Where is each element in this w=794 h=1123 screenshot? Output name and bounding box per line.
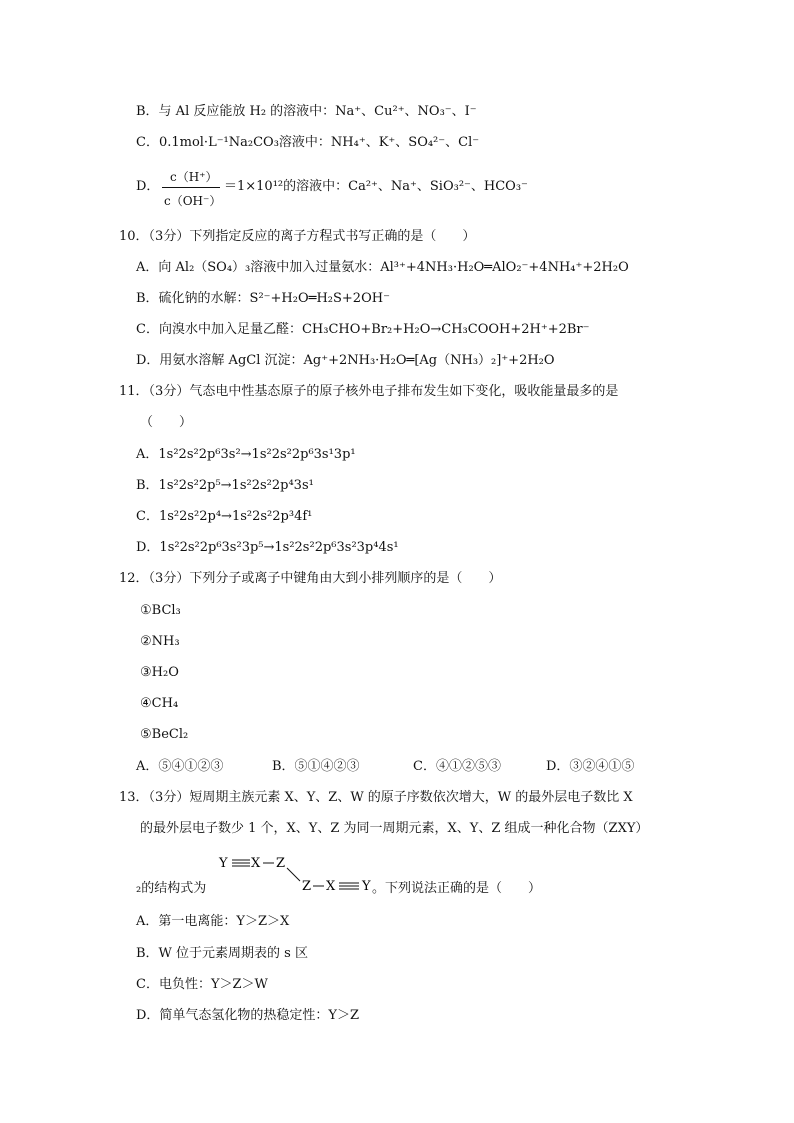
q13-option-b: B．W 位于元素周期表的 s 区	[136, 946, 308, 961]
q13-option-a: A．第一电离能：Y＞Z＞X	[136, 914, 290, 929]
q10-option-c: C．向溴水中加入足量乙醛：CH₃CHO+Br₂+H₂O→CH₃COOH+2H⁺+2Br⁻	[136, 322, 590, 337]
q11-option-b: B．1s²2s²2p⁵→1s²2s²2p⁴3s¹	[136, 478, 314, 493]
q12-item-3: ③H₂O	[140, 665, 179, 680]
q12-option-b: B．⑤①④②③	[272, 759, 360, 774]
q12-item-2: ②NH₃	[140, 634, 180, 649]
q10-option-b: B．硫化钠的水解：S²⁻+H₂O═H₂S+2OH⁻	[136, 291, 390, 306]
q12-item-5: ⑤BeCl₂	[140, 727, 189, 742]
q12-item-1: ①BCl₃	[140, 603, 181, 618]
q12-option-a: A．⑤④①②③	[136, 759, 224, 774]
atom-x-top: X	[251, 856, 261, 871]
q13-option-d: D．简单气态氢化物的热稳定性：Y＞Z	[136, 1008, 360, 1023]
q12-option-d: D．③②④①⑤	[546, 759, 635, 774]
atom-y-bottom: Y	[362, 879, 371, 894]
q13-structural-formula	[212, 848, 392, 898]
q13-option-c: C．电负性：Y＞Z＞W	[136, 977, 268, 992]
bridge-bond	[287, 868, 300, 881]
atom-z-bottom: Z	[302, 879, 312, 894]
struct-bottom-group	[302, 879, 371, 894]
q10-option-d: D．用氨水溶解 AgCl 沉淀：Ag⁺+2NH₃·H₂O═[Ag（NH₃）₂]⁺+2H₂O	[136, 353, 555, 368]
q13-stem-line2: 的最外层电子数少 1 个，X、Y、Z 为同一周期元素，X、Y、Z 组成一种化合物（ZXY）	[140, 821, 649, 836]
q10-option-a: A．向 Al₂（SO₄）₃溶液中加入过量氨水：Al³⁺+4NH₃·H₂O═AlO₂⁻+4NH₄⁺+2H₂O	[136, 260, 629, 275]
q9-option-b: B．与 Al 反应能放 H₂ 的溶液中：Na⁺、Cu²⁺、NO₃⁻、I⁻	[136, 104, 477, 119]
q13-stem-line3b: 。下列说法正确的是（ ）	[372, 881, 542, 896]
q9-option-c: C．0.1mol·L⁻¹Na₂CO₃溶液中：NH₄⁺、K⁺、SO₄²⁻、Cl⁻	[136, 135, 480, 150]
q13-stem-line1: 13．（3分）短周期主族元素 X、Y、Z、W 的原子序数依次增大，W 的最外层电子数比 X	[119, 790, 633, 805]
q10-stem: 10．（3分）下列指定反应的离子方程式书写正确的是（ ）	[119, 229, 476, 244]
q12-stem: 12．（3分）下列分子或离子中键角由大到小排列顺序的是（ ）	[119, 571, 502, 586]
q11-option-d: D．1s²2s²2p⁶3s²3p⁵→1s²2s²2p⁶3s²3p⁴4s¹	[136, 540, 399, 555]
q11-stem-line1: 11．（3分）气态电中性基态原子的原子核外电子排布发生如下变化，吸收能量最多的是	[119, 384, 619, 399]
fraction-bar	[162, 187, 220, 188]
atom-z-top: Z	[276, 856, 286, 871]
q12-option-c: C．④①②⑤③	[413, 759, 501, 774]
fraction-denominator: c（OH⁻）	[164, 194, 222, 208]
q11-option-a: A．1s²2s²2p⁶3s²→1s²2s²2p⁶3s¹3p¹	[136, 447, 356, 462]
q9-option-d-label: D．	[136, 179, 160, 194]
fraction-numerator: c（H⁺）	[170, 170, 218, 184]
q11-stem-line2: （ ）	[140, 415, 193, 430]
q9-option-d-rest: ＝1×10¹²的溶液中：Ca²⁺、Na⁺、SiO₃²⁻、HCO₃⁻	[224, 179, 528, 194]
atom-y-top: Y	[219, 856, 228, 871]
struct-top-group	[218, 856, 285, 871]
q11-option-c: C．1s²2s²2p⁴→1s²2s²2p³4f¹	[136, 509, 313, 524]
q13-stem-line3a: ₂的结构式为	[136, 881, 207, 896]
q12-item-4: ④CH₄	[140, 696, 179, 711]
atom-x-bottom: X	[326, 879, 336, 894]
